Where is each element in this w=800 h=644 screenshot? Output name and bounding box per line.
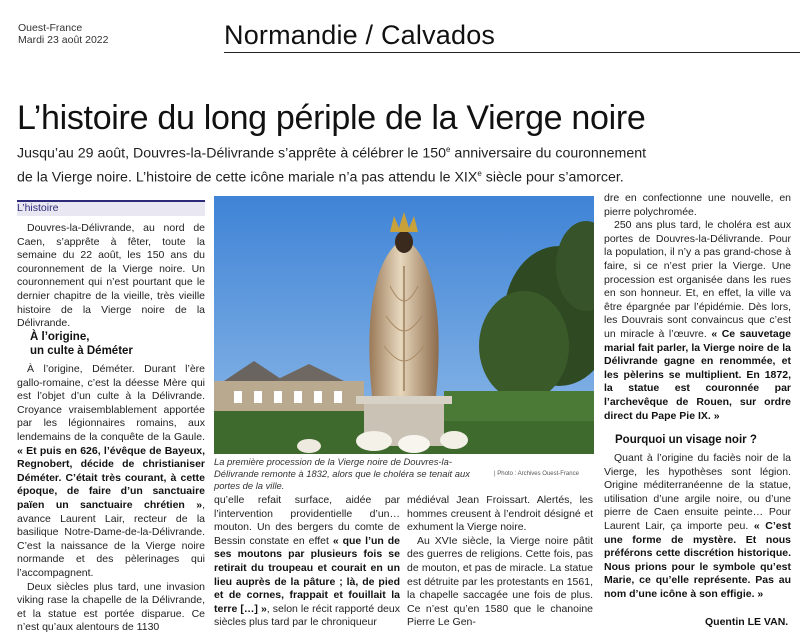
cholera-quote: « Ce sauvetage marial fait parler, la Vierge noire de la Délivrande gagne en renommée, et les pèlerins se multiplient. En 1872, la statue est couronnée par l’archevêque de Rouen, sur ordre direct du Pape Pie IX. » <box>604 327 791 422</box>
paragraph-cholera <box>604 219 791 423</box>
virgin-statue-image <box>214 196 594 454</box>
publication-date: Mardi 23 août 2022 <box>18 34 109 46</box>
article-column-1 <box>17 222 205 331</box>
lead-line-1 <box>17 140 787 164</box>
paragraph-intro: Douvres-la-Délivrande, au nord de Caen, s’apprête à fêter, toute la semaine du 22 août, les 150 ans du couronnement de la Vierge noire. Un couronnement qui n’est pourtant que le dernier chapitre de la vieille, très vieille histoire de la Vierge noire de la Délivrande. <box>17 222 205 330</box>
hypotheses-text: Quant à l’origine du faciès noir de la Vierge, les hypothèses sont légion. Origine méditerranéenne de la statue, utilisation d’une argile noire, ou d’une pierre de Caen ensuite peinte… Pour Laurent Lair, ça importe peu. <box>604 452 791 532</box>
paragraph-hypotheses <box>604 452 791 602</box>
lead-text-1: Jusqu’au 29 août, Douvres-la-Délivrande s’apprête à célébrer le 150 <box>17 145 447 162</box>
article-column-4-continued <box>604 452 791 602</box>
author-signature: Quentin LE VAN. <box>705 616 789 628</box>
photo-caption: La première procession de la Vierge noire de Douvres-la-Délivrande remonte à 1832, alors que le choléra se tenait aux portes de la ville. <box>214 456 470 491</box>
article-lead <box>17 140 787 187</box>
lead-line-2 <box>17 164 787 188</box>
demeter-quote: « Et puis en 626, l’évêque de Bayeux, Regnobert, décide de christianiser Déméter. C’était très courant, à cette époque, de faire d’un sanctuaire païen un sanctuaire chrétien » <box>17 444 205 511</box>
rubric-label: L’histoire <box>17 202 59 214</box>
lead-text-2-end: siècle pour s’amorcer. <box>481 169 624 186</box>
article-column-1-continued <box>17 363 205 635</box>
demeter-text: À l’origine, Déméter. Durant l’ère gallo-romaine, c’est la déesse Mère qui est l’objet d’un culte à la Délivrande. Croyance vraisemblablement apportée par les légionnaires romains, aux lendemains de la conquête de la Gaule. <box>17 363 205 443</box>
article-column-2 <box>214 494 400 630</box>
photo-credit: | Photo : Archives Ouest-France <box>494 471 579 477</box>
sheep-text: qu’elle refait surface, aidée par l’intervention providentielle d’un… mouton. Un des bergers du comte de Bessin constate en effet <box>214 494 400 547</box>
publication-info <box>18 22 108 46</box>
lead-text-2: de la Vierge noire. L’histoire de cette icône mariale n’a pas attendu le XIX <box>17 169 478 186</box>
article-column-4 <box>604 192 791 423</box>
paragraph-demeter <box>17 363 205 581</box>
subheading-black-face: Pourquoi un visage noir ? <box>615 434 757 446</box>
hypotheses-quote: « C’est une forme de mystère. Et nous préférons cette discrétion historique. Nous prions pour le symbole qu’est Marie, ce qu’elle représente. Pas au nom d’une icône à son effigie. » <box>604 519 791 600</box>
masthead-divider <box>224 52 800 53</box>
lead-sup-1: e <box>446 145 451 154</box>
paragraph-froissart: médiéval Jean Froissart. Alertés, les hommes creusent à l’endroit désigné et exhument la Vierge noire. <box>407 494 593 534</box>
article-headline: L’histoire du long périple de la Vierge noire <box>17 99 646 137</box>
sheep-text-end: , selon le récit rapporté deux siècles plus tard par le chroniqueur <box>214 602 400 629</box>
paragraph-new-statue: dre en confectionne une nouvelle, en pierre polychromée. <box>604 192 791 218</box>
subheading-origin: À l’origine, un culte à Déméter <box>30 331 133 357</box>
lead-sup-2: e <box>477 168 482 178</box>
publication-name: Ouest-France <box>18 22 83 34</box>
cholera-text: 250 ans plus tard, le choléra est aux portes de Douvres-la-Délivrande. Pour la population, il n’y a pas grand-chose à faire, si ce n’est prier la Vierge. Une procession est organisée dans les rues en son honneur. Et, en effet, la ville va être épargnée par l’épidémie. Dès lors, les Douvrais sont convaincus que c’est un miracle à l’œuvre. <box>604 219 791 340</box>
lead-text-1-end: anniversaire du couronnement <box>450 145 647 162</box>
sheep-quote: « que l’un de ses moutons par plusieurs fois se retirait du troupeau et courait en un lieu auprès de la pâture ; là, de pied et de cornes, frappait et fouillait la terre […] » <box>214 534 400 615</box>
section-title: Normandie / Calvados <box>224 20 496 50</box>
article-column-3 <box>407 494 593 630</box>
paragraph-viking: Deux siècles plus tard, une invasion viking rase la chapelle de la Délivrande, et la statue est portée disparue. Ce n’est qu’aux alentours de 1130 <box>17 580 205 634</box>
paragraph-religion-wars: Au XVIe siècle, la Vierge noire pâtit des guerres de religions. Cette fois, pas de mouton, et pas de miracle. La statue est détruite par les protestants en 1561, la chapelle saccagée une fois de plus. Ce n’est qu’en 1580 que le chanoine Pierre Le Gen- <box>407 534 593 629</box>
masthead <box>10 20 790 54</box>
statue-photo <box>214 196 594 454</box>
demeter-text-end: , avance Laurent Lair, recteur de la basilique Notre-Dame-de-la-Délivrande. C’est la naissance de la Vierge noire normande et des pèlerinages qui l’accompagnent. <box>17 498 205 579</box>
paragraph-sheep <box>214 494 400 630</box>
